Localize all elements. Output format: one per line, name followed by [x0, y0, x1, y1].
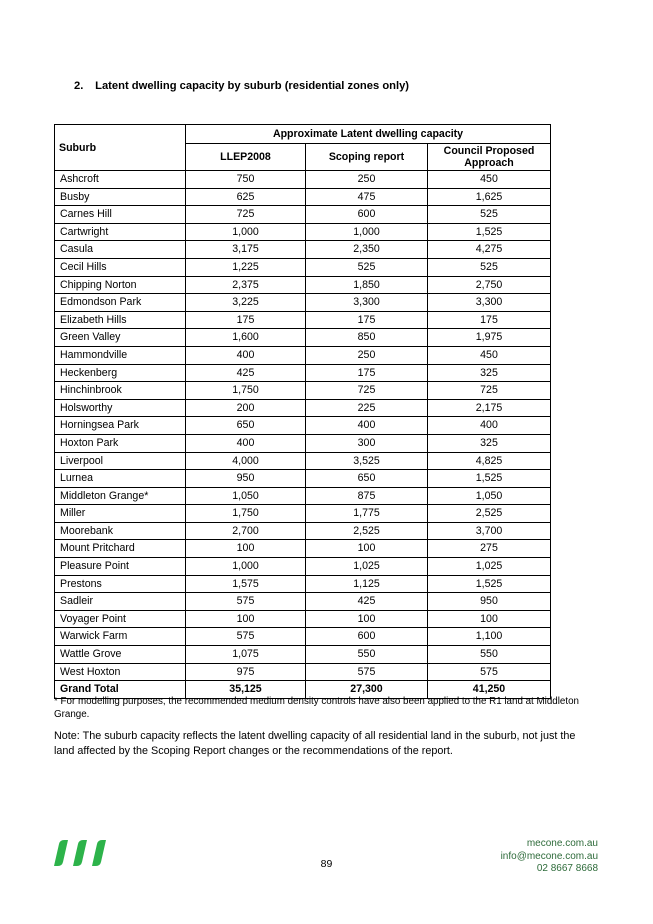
table-row	[55, 558, 551, 576]
llep-cell: 650	[186, 417, 306, 435]
council-cell: 275	[428, 540, 551, 558]
table-row	[55, 223, 551, 241]
table-row	[55, 505, 551, 523]
suburb-cell: Holsworthy	[55, 399, 186, 417]
page-number: 89	[320, 858, 333, 870]
llep-cell: 3,225	[186, 294, 306, 312]
suburb-cell: Sadleir	[55, 593, 186, 611]
council-cell: 325	[428, 364, 551, 382]
scoping-cell: 875	[306, 487, 428, 505]
suburb-cell: Horningsea Park	[55, 417, 186, 435]
scoping-cell: 250	[306, 171, 428, 189]
suburb-cell: Edmondson Park	[55, 294, 186, 312]
suburb-cell: Heckenberg	[55, 364, 186, 382]
suburb-cell: Liverpool	[55, 452, 186, 470]
table-row	[55, 575, 551, 593]
suburb-cell: Green Valley	[55, 329, 186, 347]
table-row	[55, 452, 551, 470]
section-title: Latent dwelling capacity by suburb (residential zones only)	[95, 80, 410, 92]
scoping-cell: 3,300	[306, 294, 428, 312]
llep-cell: 1,075	[186, 646, 306, 664]
table-row	[55, 188, 551, 206]
suburb-cell: Miller	[55, 505, 186, 523]
llep-cell: 1,750	[186, 505, 306, 523]
scoping-cell: 300	[306, 434, 428, 452]
table-row	[55, 364, 551, 382]
council-cell: 100	[428, 610, 551, 628]
suburb-cell: Middleton Grange*	[55, 487, 186, 505]
llep-cell: 975	[186, 663, 306, 681]
suburb-cell: Hammondville	[55, 346, 186, 364]
suburb-cell: Voyager Point	[55, 610, 186, 628]
table-row	[55, 258, 551, 276]
scoping-cell: 1,850	[306, 276, 428, 294]
suburb-cell: Hinchinbrook	[55, 382, 186, 400]
llep-cell: 2,375	[186, 276, 306, 294]
suburb-cell: Chipping Norton	[55, 276, 186, 294]
table-row	[55, 470, 551, 488]
llep-cell: 1,750	[186, 382, 306, 400]
suburb-cell: Mount Pritchard	[55, 540, 186, 558]
council-cell: 2,175	[428, 399, 551, 417]
table-row	[55, 593, 551, 611]
scoping-cell: 100	[306, 610, 428, 628]
suburb-cell: Pleasure Point	[55, 558, 186, 576]
table-row	[55, 206, 551, 224]
note: Note: The suburb capacity reflects the latent dwelling capacity of all residential land in the suburb, not just the land affected by the Scoping Report changes or the recommendations of the report.	[54, 730, 576, 757]
table-row	[55, 329, 551, 347]
suburb-cell: Busby	[55, 188, 186, 206]
llep-cell: 400	[186, 346, 306, 364]
scoping-cell: 550	[306, 646, 428, 664]
email-text: info@mecone.com.au	[500, 850, 598, 862]
suburb-cell: Moorebank	[55, 522, 186, 540]
scoping-cell: 600	[306, 628, 428, 646]
table-row	[55, 540, 551, 558]
table-row	[55, 663, 551, 681]
table-row	[55, 646, 551, 664]
table-row	[55, 434, 551, 452]
council-cell: 1,525	[428, 223, 551, 241]
scoping-cell: 3,525	[306, 452, 428, 470]
contact-block	[501, 838, 598, 876]
scoping-cell: 1,000	[306, 223, 428, 241]
council-cell: 450	[428, 346, 551, 364]
council-cell: 1,625	[428, 188, 551, 206]
scoping-cell: 225	[306, 399, 428, 417]
llep-cell: 425	[186, 364, 306, 382]
website-text: mecone.com.au	[526, 838, 598, 849]
council-cell: 1,050	[428, 487, 551, 505]
scoping-cell: 1,775	[306, 505, 428, 523]
scoping-column-header: Scoping report	[306, 144, 428, 171]
table-body	[55, 171, 551, 699]
council-cell: 2,525	[428, 505, 551, 523]
council-cell: 525	[428, 258, 551, 276]
council-cell: 550	[428, 646, 551, 664]
suburb-cell: Cartwright	[55, 223, 186, 241]
scoping-cell: 27,300	[306, 681, 428, 699]
council-cell: 1,025	[428, 558, 551, 576]
scoping-cell: 1,125	[306, 575, 428, 593]
llep-cell: 950	[186, 470, 306, 488]
llep-cell: 625	[186, 188, 306, 206]
table-row	[55, 241, 551, 259]
llep-cell: 1,050	[186, 487, 306, 505]
llep-cell: 3,175	[186, 241, 306, 259]
scoping-cell: 725	[306, 382, 428, 400]
llep-cell: 400	[186, 434, 306, 452]
table-row	[55, 610, 551, 628]
table-row	[55, 487, 551, 505]
suburb-cell: Casula	[55, 241, 186, 259]
llep-cell: 35,125	[186, 681, 306, 699]
council-cell: 400	[428, 417, 551, 435]
llep-cell: 1,000	[186, 223, 306, 241]
council-cell: 4,825	[428, 452, 551, 470]
llep-cell: 1,225	[186, 258, 306, 276]
llep-cell: 1,575	[186, 575, 306, 593]
table-row	[55, 417, 551, 435]
table-row	[55, 346, 551, 364]
suburb-cell: Ashcroft	[55, 171, 186, 189]
scoping-cell: 100	[306, 540, 428, 558]
council-cell: 1,100	[428, 628, 551, 646]
table-row	[55, 382, 551, 400]
llep-cell: 1,600	[186, 329, 306, 347]
llep-cell: 725	[186, 206, 306, 224]
scoping-cell: 250	[306, 346, 428, 364]
llep-cell: 575	[186, 593, 306, 611]
council-cell: 525	[428, 206, 551, 224]
suburb-cell: Grand Total	[55, 681, 186, 699]
scoping-cell: 2,525	[306, 522, 428, 540]
council-cell: 3,300	[428, 294, 551, 312]
council-cell: 1,975	[428, 329, 551, 347]
phone-text: 02 8667 8668	[536, 863, 598, 874]
scoping-cell: 175	[306, 364, 428, 382]
table-row	[55, 522, 551, 540]
llep-cell: 2,700	[186, 522, 306, 540]
scoping-cell: 650	[306, 470, 428, 488]
suburb-cell: Prestons	[55, 575, 186, 593]
scoping-cell: 850	[306, 329, 428, 347]
scoping-cell: 600	[306, 206, 428, 224]
scoping-cell: 175	[306, 311, 428, 329]
llep-cell: 575	[186, 628, 306, 646]
suburb-cell: Warwick Farm	[55, 628, 186, 646]
council-cell: 1,525	[428, 575, 551, 593]
scoping-cell: 525	[306, 258, 428, 276]
council-cell: 175	[428, 311, 551, 329]
council-cell: 1,525	[428, 470, 551, 488]
scoping-cell: 2,350	[306, 241, 428, 259]
suburb-cell: Carnes Hill	[55, 206, 186, 224]
llep-cell: 750	[186, 171, 306, 189]
council-cell: 725	[428, 382, 551, 400]
scoping-cell: 575	[306, 663, 428, 681]
council-cell: 3,700	[428, 522, 551, 540]
council-cell: 950	[428, 593, 551, 611]
council-cell: 575	[428, 663, 551, 681]
council-cell: 41,250	[428, 681, 551, 699]
suburb-cell: Wattle Grove	[55, 646, 186, 664]
council-cell: 450	[428, 171, 551, 189]
section-number: 2.	[74, 80, 84, 92]
section-heading	[74, 80, 409, 92]
suburb-cell: Elizabeth Hills	[55, 311, 186, 329]
suburb-cell: West Hoxton	[55, 663, 186, 681]
suburb-cell: Lurnea	[55, 470, 186, 488]
llep-cell: 100	[186, 540, 306, 558]
llep-cell: 175	[186, 311, 306, 329]
capacity-table	[54, 124, 551, 699]
council-cell: 325	[428, 434, 551, 452]
table-row	[55, 294, 551, 312]
council-column-header: Council Proposed Approach	[428, 144, 551, 171]
llep-cell: 100	[186, 610, 306, 628]
llep-cell: 200	[186, 399, 306, 417]
suburb-cell: Hoxton Park	[55, 434, 186, 452]
footnote: * For modelling purposes, the recommended medium density controls have also been applied to the R1 land at Middleton Grange.	[54, 696, 579, 720]
table-row	[55, 628, 551, 646]
table-row	[55, 399, 551, 417]
council-cell: 2,750	[428, 276, 551, 294]
suburb-cell: Cecil Hills	[55, 258, 186, 276]
llep-cell: 4,000	[186, 452, 306, 470]
table-row	[55, 171, 551, 189]
table-row	[55, 276, 551, 294]
scoping-cell: 400	[306, 417, 428, 435]
council-cell: 4,275	[428, 241, 551, 259]
capacity-group-header: Approximate Latent dwelling capacity	[186, 125, 551, 144]
scoping-cell: 425	[306, 593, 428, 611]
llep-column-header: LLEP2008	[186, 144, 306, 171]
table-row	[55, 311, 551, 329]
suburb-column-header: Suburb	[55, 125, 186, 171]
scoping-cell: 1,025	[306, 558, 428, 576]
llep-cell: 1,000	[186, 558, 306, 576]
scoping-cell: 475	[306, 188, 428, 206]
